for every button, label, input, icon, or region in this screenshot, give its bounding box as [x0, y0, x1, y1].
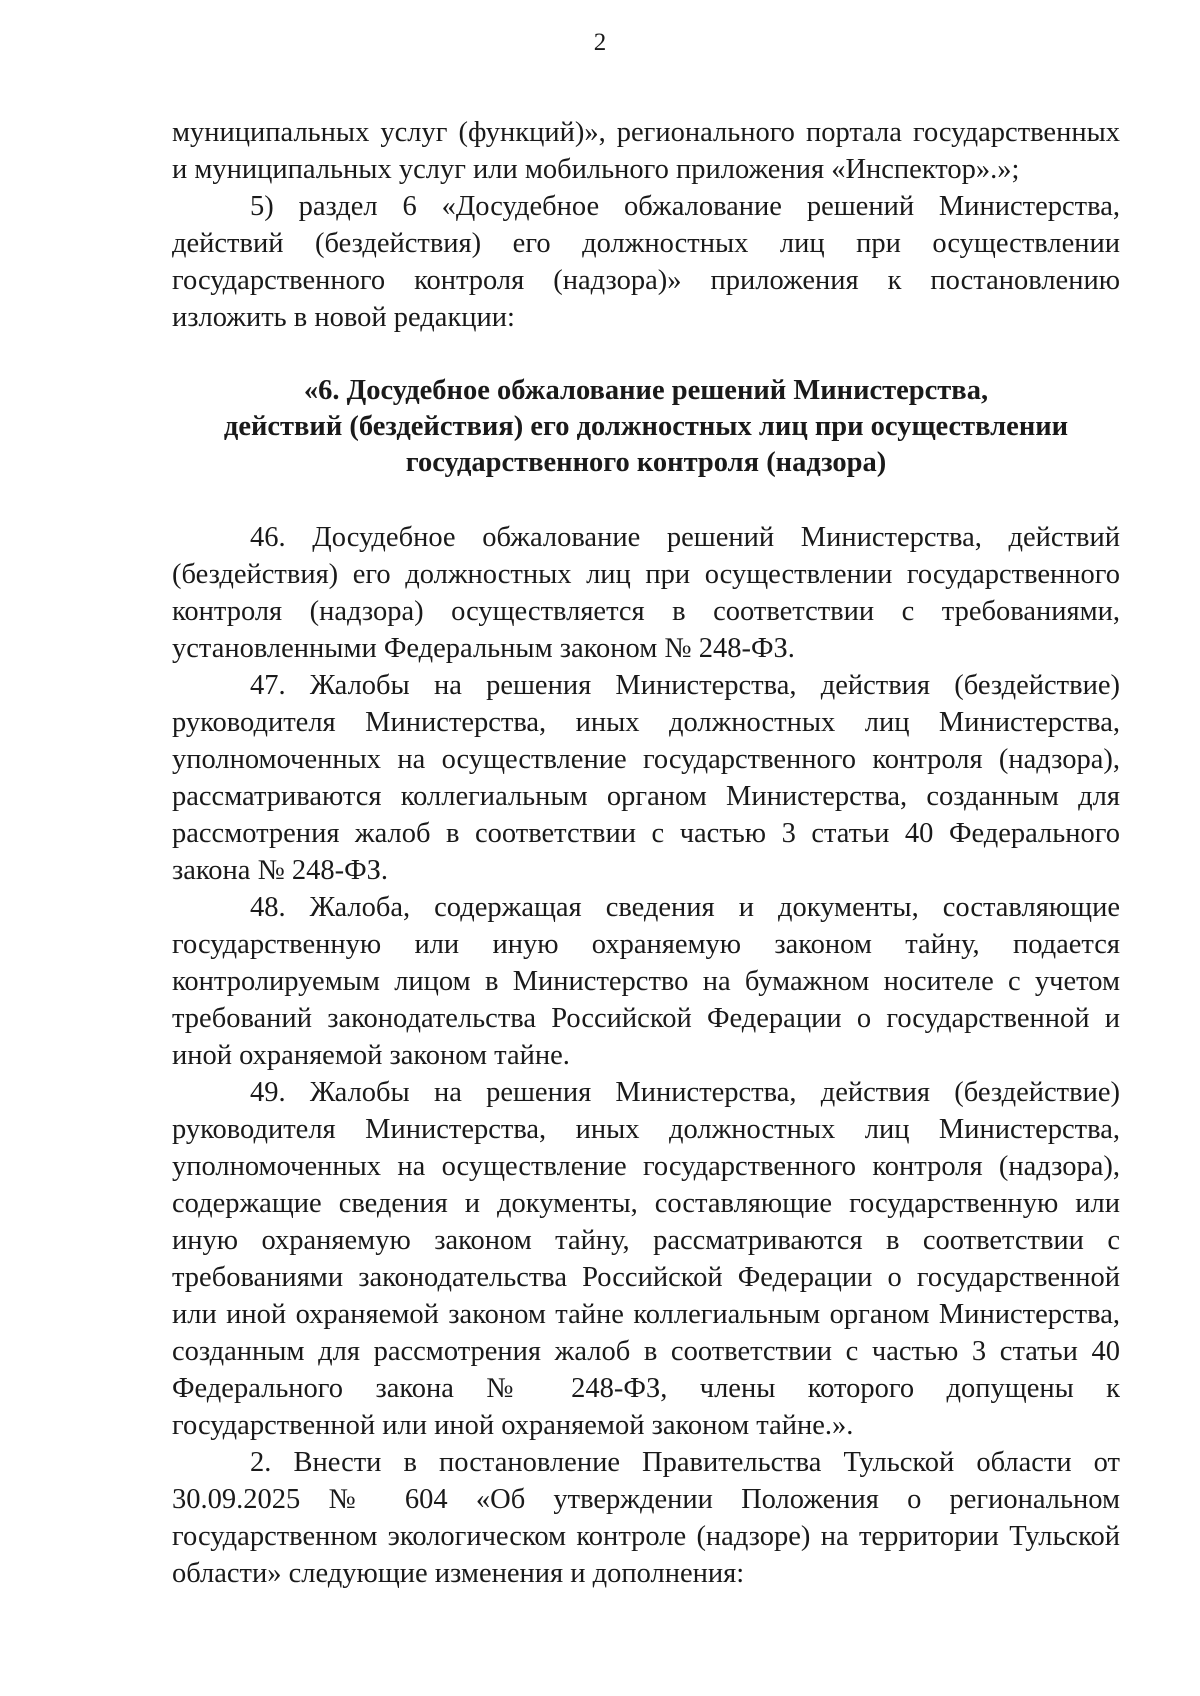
- section-heading-line: действий (бездействия) его должностных лиц при осуществлении: [223, 411, 1069, 442]
- paragraph-2: 2. Внести в постановление Правительства Тульской области от 30.09.2025 № 604 «Об утверждении Положения о региональном государственном экологическом контроле (надзоре) на территории Тульской области» следующие изменения и дополнения:: [172, 1447, 1120, 1589]
- paragraph-47: 47. Жалобы на решения Министерства, действия (бездействие) руководителя Министерства, иных должностных лиц Министерства, уполномоченных на осуществление государственного контроля (надзора), рассматриваются коллегиальным органом Министерства, созданным для рассмотрения жалоб в соответствии с частью 3 статьи 40 Федерального закона № 248-ФЗ.: [172, 670, 1120, 886]
- paragraph-item-5: 5) раздел 6 «Досудебное обжалование решений Министерства, действий (бездействия) его должностных лиц при осуществлении государственного контроля (надзора)» приложения к постановлению изложить в новой редакции:: [172, 191, 1120, 333]
- section-heading-line: «6. Досудебное обжалование решений Министерства,: [303, 375, 989, 406]
- document-body: [172, 114, 1120, 1592]
- paragraph-continuation: муниципальных услуг (функций)», регионального портала государственных и муниципальных услуг или мобильного приложения «Инспектор».»;: [172, 117, 1120, 185]
- page-number: 2: [593, 29, 607, 56]
- paragraph-46: 46. Досудебное обжалование решений Министерства, действий (бездействия) его должностных лиц при осуществлении государственного контроля (надзора) осуществляется в соответствии с требованиями, установленными Федеральным законом № 248-ФЗ.: [172, 522, 1120, 664]
- section-heading-line: государственного контроля (надзора): [405, 447, 887, 478]
- section-heading: [172, 373, 1120, 481]
- paragraph-48: 48. Жалоба, содержащая сведения и документы, составляющие государственную или иную охраняемую законом тайну, подается контролируемым лицом в Министерство на бумажном носителе с учетом требований законодательства Российской Федерации о государственной и иной охраняемой законом тайне.: [172, 892, 1120, 1071]
- paragraph-49: 49. Жалобы на решения Министерства, действия (бездействие) руководителя Министерства, иных должностных лиц Министерства, уполномоченных на осуществление государственного контроля (надзора), содержащие сведения и документы, составляющие государственную или иную охраняемую законом тайну, рассматриваются в соответствии с требованиями законодательства Российской Федерации о государственной или иной охраняемой законом тайне коллегиальным органом Министерства, созданным для рассмотрения жалоб в соответствии с частью 3 статьи 40 Федерального закона № 248-ФЗ, члены которого допущены к государственной или иной охраняемой законом тайне.».: [172, 1077, 1120, 1441]
